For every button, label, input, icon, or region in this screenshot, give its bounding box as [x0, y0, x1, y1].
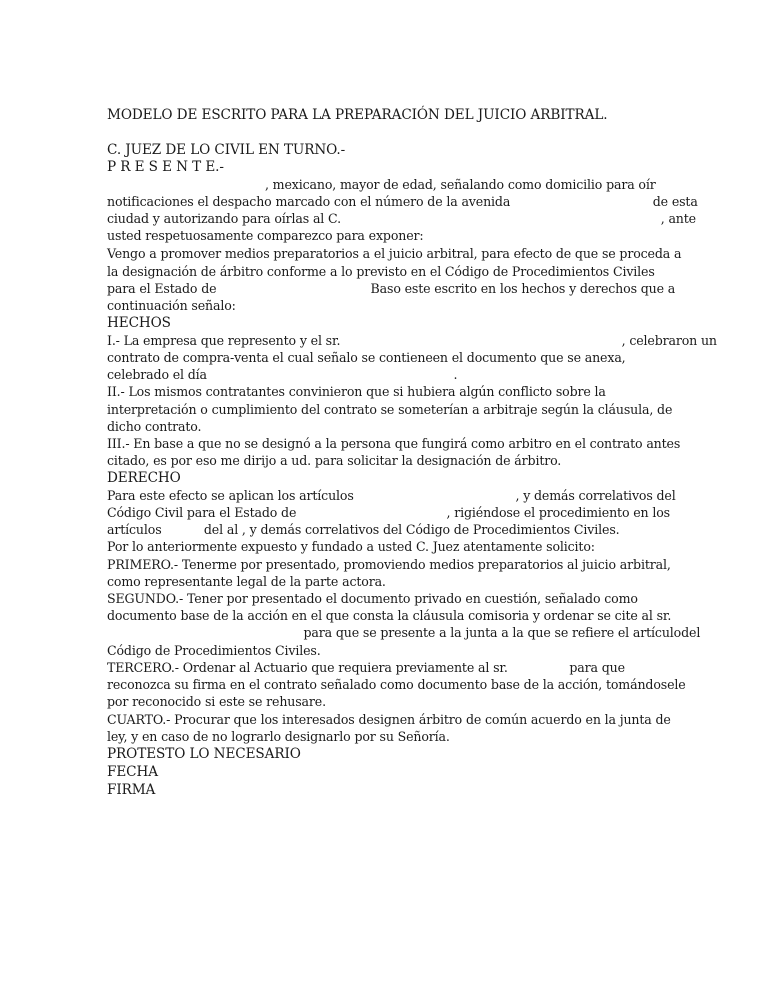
body-line: Código Civil para el Estado de , rigiéndose el procedimiento en los	[107, 505, 670, 520]
body-line: usted respetuosamente comparezco para exponer:	[107, 228, 424, 243]
body-line: artículos del al , y demás correlativos del Código de Procedimientos Civiles.	[107, 522, 620, 537]
body-line: Vengo a promover medios preparatorios a el juicio arbitral, para efecto de que se proceda a	[107, 246, 682, 261]
closing-firma: FIRMA	[107, 782, 156, 798]
body-line: citado, es por eso me dirijo a ud. para solicitar la designación de árbitro.	[107, 453, 562, 468]
petition-segundo: SEGUNDO.- Tener por presentado el documento privado en cuestión, señalado como	[107, 591, 638, 606]
body-line: , mexicano, mayor de edad, señalando como domicilio para oír	[107, 177, 656, 192]
closing-protesto: PROTESTO LO NECESARIO	[107, 746, 301, 762]
body-line: ciudad y autorizando para oírlas al C. , ante	[107, 211, 696, 226]
section-heading-derecho: DERECHO	[107, 470, 181, 486]
body-line: Para este efecto se aplican los artículos , y demás correlativos del	[107, 488, 676, 503]
body-line: para el Estado de Baso este escrito en los hechos y derechos que a	[107, 281, 676, 296]
petition-primero: PRIMERO.- Tenerme por presentado, promoviendo medios preparatorios al juicio arbitral,	[107, 557, 671, 572]
document-title: MODELO DE ESCRITO PARA LA PREPARACIÓN DEL JUICIO ARBITRAL.	[107, 107, 608, 123]
body-line: celebrado el día .	[107, 367, 458, 382]
body-line: II.- Los mismos contratantes convinieron que si hubiera algún conflicto sobre la	[107, 384, 606, 399]
body-line: la designación de árbitro conforme a lo previsto en el Código de Procedimientos Civiles	[107, 264, 655, 279]
body-line: Por lo anteriormente expuesto y fundado a usted C. Juez atentamente solicito:	[107, 539, 595, 554]
body-line: notificaciones el despacho marcado con el número de la avenida de esta	[107, 194, 698, 209]
body-line: I.- La empresa que represento y el sr. , celebraron un	[107, 333, 717, 348]
presente-line: P R E S E N T E.-	[107, 159, 224, 175]
petition-tercero: TERCERO.- Ordenar al Actuario que requiera previamente al sr. para que	[107, 660, 625, 675]
body-line: como representante legal de la parte actora.	[107, 574, 386, 589]
body-line: Código de Procedimientos Civiles.	[107, 643, 321, 658]
body-line: continuación señalo:	[107, 298, 236, 313]
body-line: ley, y en caso de no lograrlo designarlo por su Señoría.	[107, 729, 450, 744]
body-line: reconozca su firma en el contrato señalado como documento base de la acción, tomándosele	[107, 677, 686, 692]
body-line: III.- En base a que no se designó a la persona que fungirá como arbitro en el contrato antes	[107, 436, 681, 451]
closing-fecha: FECHA	[107, 764, 158, 780]
addressee-line: C. JUEZ DE LO CIVIL EN TURNO.-	[107, 142, 346, 158]
body-line: contrato de compra-venta el cual señalo se contieneen el documento que se anexa,	[107, 350, 626, 365]
section-heading-hechos: HECHOS	[107, 315, 171, 331]
body-line: para que se presente a la junta a la que se refiere el artículodel	[107, 625, 701, 640]
body-line: documento base de la acción en el que consta la cláusula comisoria y ordenar se cite al sr.	[107, 608, 672, 623]
body-line: por reconocido si este se rehusare.	[107, 694, 326, 709]
body-line: interpretación o cumplimiento del contrato se someterían a arbitraje según la cláusula, de	[107, 402, 673, 417]
petition-cuarto: CUARTO.- Procurar que los interesados designen árbitro de común acuerdo en la junta de	[107, 712, 671, 727]
body-line: dicho contrato.	[107, 419, 202, 434]
